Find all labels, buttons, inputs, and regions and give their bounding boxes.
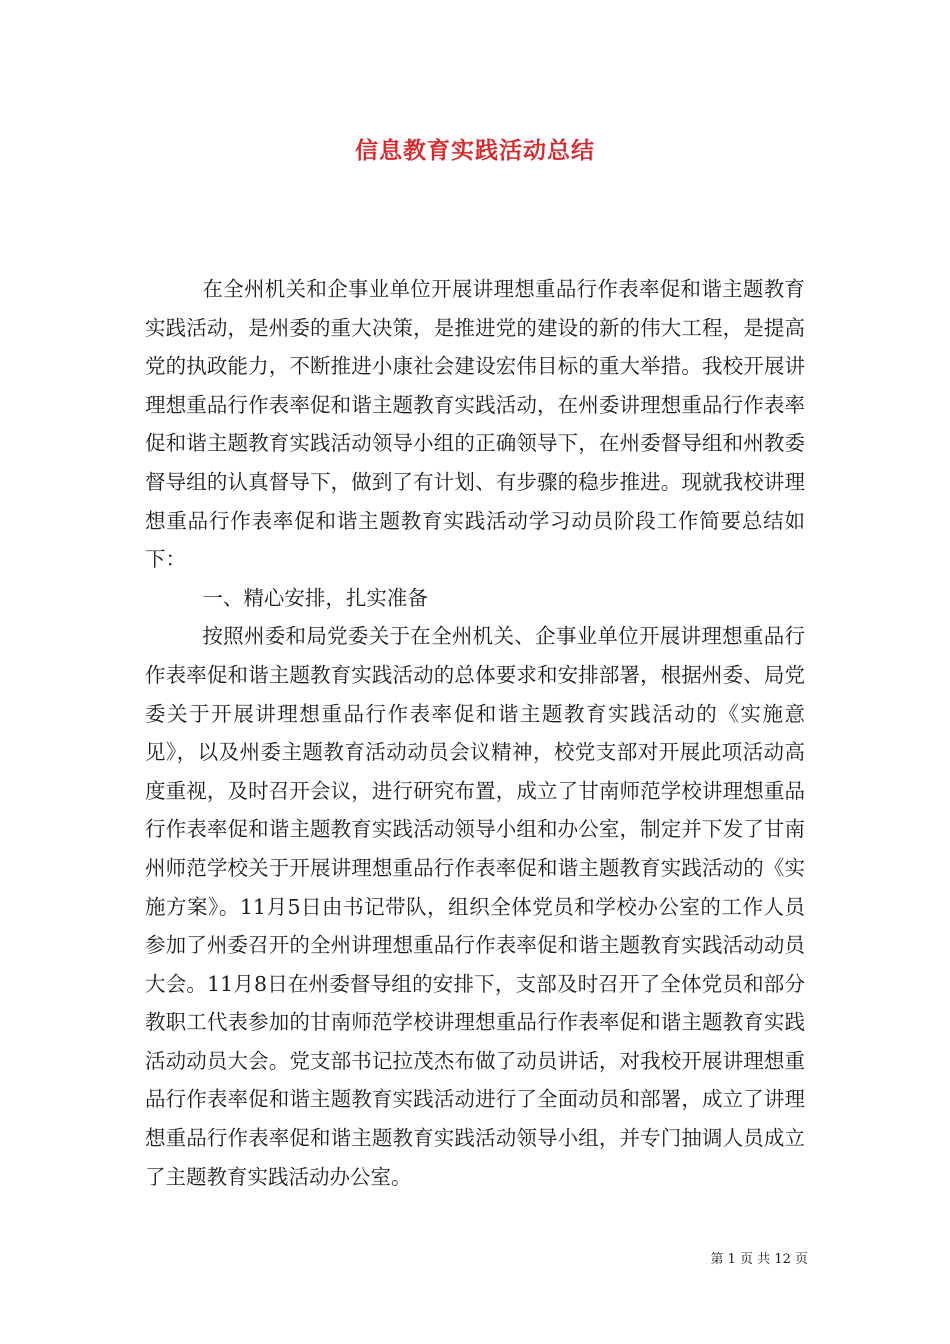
section-heading-1: 一、精心安排，扎实准备 [202, 585, 428, 610]
document-title: 信息教育实践活动总结 [355, 137, 595, 164]
paragraph-section-1: 按照州委和局党委关于在全州机关、企事业单位开展讲理想重品行作表率促和谐主题教育实践活动的总体要求和安排部署，根据州委、局党委关于开展讲理想重品行作表率促和谐主题教育实践活动的《实施意见》，以及州委主题教育活动动员会议精神，校党支部对开展此项活动高度重视，及时召开会议，进行研究布置，成立了甘南师范学校讲理想重品行作表率促和谐主题教育实践活动领导小组和办公室，制定并下发了甘南州师范学校关于开展讲理想重品行作表率促和谐主题教育实践活动的《实施方案》。11月5日由书记带队，组织全体党员和学校办公室的工作人员参加了州委召开的全州讲理想重品行作表率促和谐主题教育实践活动动员大会。11月8日在州委督导组的安排下，支部及时召开了全体党员和部分教职工代表参加的甘南师范学校讲理想重品行作表率促和谐主题教育实践活动动员大会。党支部书记拉茂杰布做了动员讲话，对我校开展讲理想重品行作表率促和谐主题教育实践活动进行了全面动员和部署，成立了讲理想重品行作表率促和谐主题教育实践活动领导小组，并专门抽调人员成立了主题教育实践活动办公室。 [145, 624, 805, 1189]
page-number-footer: 第 1 页 共 12 页 [710, 1252, 808, 1267]
paragraph-intro: 在全州机关和企事业单位开展讲理想重品行作表率促和谐主题教育实践活动，是州委的重大决策，是推进党的建设的新的伟大工程，是提高党的执政能力，不断推进小康社会建设宏伟目标的重大举措。我校开展讲理想重品行作表率促和谐主题教育实践活动，在州委讲理想重品行作表率促和谐主题教育实践活动领导小组的正确领导下，在州委督导组和州教委督导组的认真督导下，做到了有计划、有步骤的稳步推进。现就我校讲理想重品行作表率促和谐主题教育实践活动学习动员阶段工作简要总结如下： [145, 277, 805, 572]
document-body [145, 270, 805, 1196]
